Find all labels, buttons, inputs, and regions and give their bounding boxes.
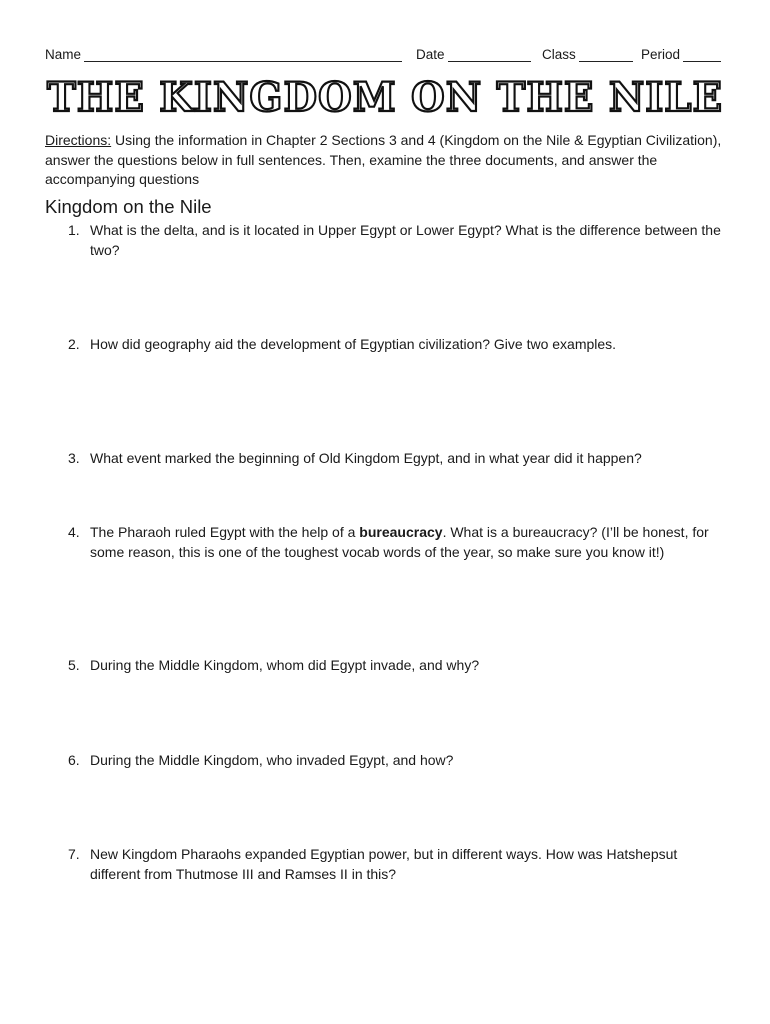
page-title-text: THE KINGDOM ON THE NILE xyxy=(47,74,723,121)
question-text: New Kingdom Pharaohs expanded Egyptian power, but in different ways. How was Hatshepsut different from Thutmose III and Ramses II in this? xyxy=(90,846,678,882)
directions-lead: Directions: xyxy=(45,132,112,148)
question-number: 6. xyxy=(68,752,80,768)
section-heading: Kingdom on the Nile xyxy=(45,196,212,217)
question-text: What event marked the beginning of Old Kingdom Egypt, and in what year did it happen? xyxy=(90,450,642,466)
date-field xyxy=(416,47,531,62)
period-label: Period xyxy=(641,47,681,62)
question-text-pre: The Pharaoh ruled Egypt with the help of a xyxy=(90,524,360,540)
question-text: What is the delta, and is it located in Upper Egypt or Lower Egypt? What is the difference between the two? xyxy=(90,222,721,258)
question-5 xyxy=(68,656,728,676)
class-blank[interactable] xyxy=(579,47,633,62)
question-1 xyxy=(68,221,728,260)
date-label: Date xyxy=(416,47,445,62)
question-2 xyxy=(68,335,728,355)
question-text: How did geography aid the development of Egyptian civilization? Give two examples. xyxy=(90,336,617,352)
period-blank[interactable] xyxy=(683,47,721,62)
question-number: 3. xyxy=(68,450,80,466)
question-number: 4. xyxy=(68,524,80,540)
question-3 xyxy=(68,449,728,469)
question-number: 2. xyxy=(68,336,80,352)
keyword-bureaucracy: bureaucracy xyxy=(359,524,443,540)
period-field xyxy=(641,47,721,62)
page-title xyxy=(45,70,725,122)
name-blank[interactable] xyxy=(84,47,402,62)
name-field xyxy=(45,47,402,62)
question-number: 5. xyxy=(68,657,80,673)
question-6 xyxy=(68,751,728,771)
question-4 xyxy=(68,523,728,562)
directions xyxy=(45,131,725,190)
question-number: 7. xyxy=(68,846,80,862)
question-7 xyxy=(68,845,728,884)
header-fields xyxy=(45,47,725,67)
class-field xyxy=(542,47,633,62)
question-text xyxy=(90,523,728,562)
date-blank[interactable] xyxy=(448,47,531,62)
question-number: 1. xyxy=(68,222,80,238)
question-text-post: . What is a bureaucracy? (I’ll be honest, for some reason, this is one of the toughest vocab words of the year, so make sure you know it!) xyxy=(90,524,709,560)
name-label: Name xyxy=(45,47,82,62)
class-label: Class xyxy=(542,47,576,62)
question-text: During the Middle Kingdom, who invaded Egypt, and how? xyxy=(90,752,454,768)
directions-text: Using the information in Chapter 2 Sections 3 and 4 (Kingdom on the Nile & Egyptian Civilization), answer the questions below in full sentences. Then, examine the three documents, and answer the accompanying questions xyxy=(45,132,722,187)
question-text: During the Middle Kingdom, whom did Egypt invade, and why? xyxy=(90,657,480,673)
